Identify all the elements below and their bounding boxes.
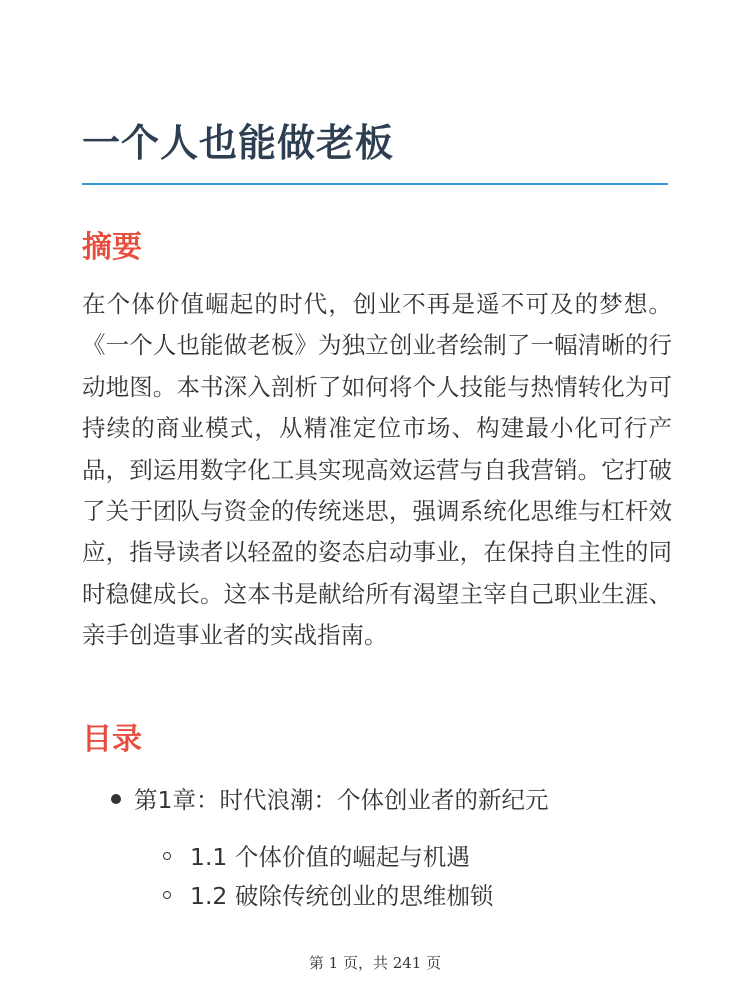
page-number-footer: 第 1 页，共 241 页 bbox=[308, 954, 442, 972]
bullet-circle-icon bbox=[163, 891, 171, 899]
toc-heading: 目录 bbox=[82, 722, 142, 757]
toc-section-label[interactable]: 1.2 破除传统创业的思维枷锁 bbox=[190, 882, 494, 910]
document-title: 一个人也能做老板 bbox=[82, 121, 395, 165]
abstract-paragraph: 在个体价值崛起的时代，创业不再是遥不可及的梦想。《一个人也能做老板》为独立创业者绘制了一幅清晰的行动地图。本书深入剖析了如何将个人技能与热情转化为可持续的商业模式，从精准定位市场、构建最小化可行产品，到运用数字化工具实现高效运营与自我营销。它打破了关于团队与资金的传统迷思，强调系统化思维与杠杆效应，指导读者以轻盈的姿态启动事业，在保持自主性的同时稳健成长。这本书是献给所有渴望主宰自己职业生涯、亲手创造事业者的实战指南。 bbox=[82, 290, 672, 650]
bullet-circle-icon bbox=[163, 852, 171, 860]
title-divider bbox=[82, 183, 668, 185]
toc-chapter-label[interactable]: 第1章：时代浪潮：个体创业者的新纪元 bbox=[134, 786, 549, 814]
abstract-heading: 摘要 bbox=[82, 230, 142, 265]
bullet-disc-icon bbox=[111, 794, 121, 804]
toc-section-label[interactable]: 1.1 个体价值的崛起与机遇 bbox=[190, 843, 470, 871]
